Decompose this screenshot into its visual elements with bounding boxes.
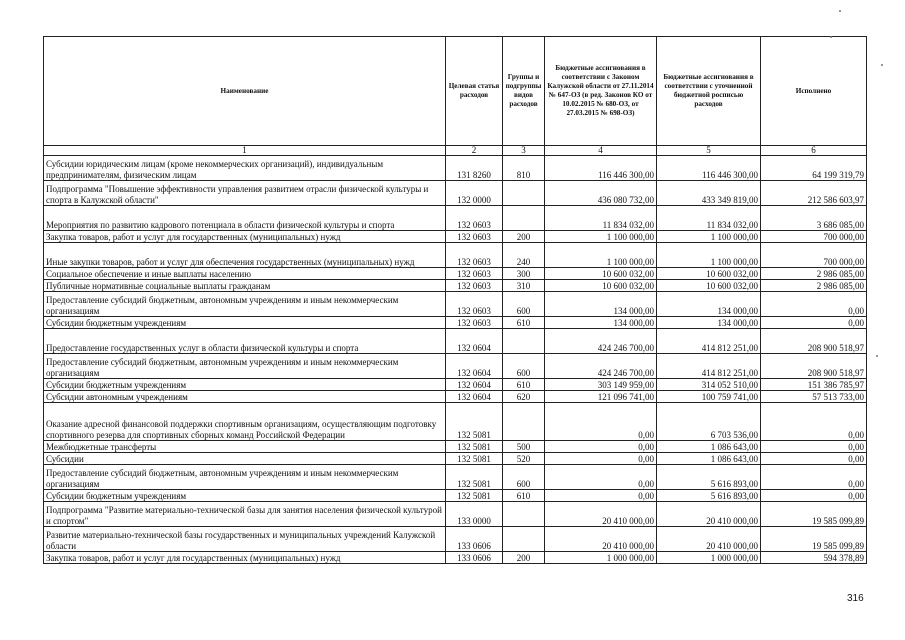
row-law-amount: 134 000,00 <box>545 292 657 317</box>
row-law-amount: 20 410 000,00 <box>545 502 657 527</box>
row-law-amount: 0,00 <box>545 453 657 465</box>
row-name: Предоставление государственных услуг в области физической культуры и спорта <box>44 329 446 354</box>
row-target-article: 132 0604 <box>446 379 503 391</box>
row-expense-group: 610 <box>503 490 545 502</box>
row-target-article: 132 0604 <box>446 391 503 403</box>
row-law-amount: 0,00 <box>545 403 657 441</box>
row-name: Субсидии юридическим лицам (кроме некоммерческих организаций), индивидуальным предпринимателям, физическим лицам <box>44 156 446 181</box>
row-executed-amount: 151 386 785,97 <box>761 379 867 391</box>
row-law-amount: 0,00 <box>545 490 657 502</box>
row-expense-group: 610 <box>503 317 545 329</box>
row-target-article: 132 0603 <box>446 268 503 280</box>
row-executed-amount: 19 585 099,89 <box>761 502 867 527</box>
row-law-amount: 121 096 741,00 <box>545 391 657 403</box>
row-expense-group: 610 <box>503 379 545 391</box>
header-expense-group: Группы и подгруппы видов расходов <box>503 37 545 146</box>
row-executed-amount: 208 900 518,97 <box>761 329 867 354</box>
row-refined-amount: 134 000,00 <box>657 317 761 329</box>
table-row <box>44 280 867 292</box>
row-refined-amount: 20 410 000,00 <box>657 502 761 527</box>
column-number: 4 <box>545 146 657 156</box>
row-law-amount: 1 100 000,00 <box>545 231 657 243</box>
row-executed-amount: 0,00 <box>761 465 867 490</box>
table-row <box>44 490 867 502</box>
table-row <box>44 317 867 329</box>
row-name: Субсидии автономным учреждениям <box>44 391 446 403</box>
table-row <box>44 465 867 490</box>
table-row <box>44 502 867 527</box>
row-target-article: 132 0604 <box>446 329 503 354</box>
table-row <box>44 354 867 379</box>
row-executed-amount: 0,00 <box>761 292 867 317</box>
row-expense-group: 520 <box>503 453 545 465</box>
row-law-amount: 20 410 000,00 <box>545 527 657 552</box>
table-row <box>44 292 867 317</box>
row-executed-amount: 208 900 518,97 <box>761 354 867 379</box>
row-refined-amount: 1 100 000,00 <box>657 243 761 268</box>
column-number: 3 <box>503 146 545 156</box>
row-expense-group <box>503 329 545 354</box>
row-refined-amount: 5 616 893,00 <box>657 465 761 490</box>
row-target-article: 132 0603 <box>446 206 503 231</box>
row-refined-amount: 1 000 000,00 <box>657 552 761 564</box>
row-law-amount: 10 600 032,00 <box>545 268 657 280</box>
table-row <box>44 379 867 391</box>
budget-table <box>43 36 867 564</box>
table-row <box>44 391 867 403</box>
column-number: 6 <box>761 146 867 156</box>
row-executed-amount: 700 000,00 <box>761 243 867 268</box>
row-target-article: 133 0606 <box>446 552 503 564</box>
row-refined-amount: 116 446 300,00 <box>657 156 761 181</box>
row-target-article: 133 0606 <box>446 527 503 552</box>
row-executed-amount: 2 986 085,00 <box>761 280 867 292</box>
row-executed-amount: 57 513 733,00 <box>761 391 867 403</box>
row-refined-amount: 414 812 251,00 <box>657 329 761 354</box>
row-law-amount: 0,00 <box>545 465 657 490</box>
row-executed-amount: 594 378,89 <box>761 552 867 564</box>
row-name: Субсидии <box>44 453 446 465</box>
table-row <box>44 206 867 231</box>
row-target-article: 132 5081 <box>446 403 503 441</box>
row-executed-amount: 0,00 <box>761 317 867 329</box>
row-expense-group <box>503 181 545 206</box>
row-refined-amount: 10 600 032,00 <box>657 280 761 292</box>
row-target-article: 133 0000 <box>446 502 503 527</box>
row-refined-amount: 1 086 643,00 <box>657 453 761 465</box>
row-name: Субсидии бюджетным учреждениям <box>44 317 446 329</box>
row-executed-amount: 0,00 <box>761 403 867 441</box>
row-target-article: 132 0604 <box>446 354 503 379</box>
row-expense-group: 310 <box>503 280 545 292</box>
row-expense-group: 240 <box>503 243 545 268</box>
row-expense-group: 620 <box>503 391 545 403</box>
table-row <box>44 181 867 206</box>
table-row <box>44 453 867 465</box>
row-expense-group: 810 <box>503 156 545 181</box>
table-row <box>44 441 867 453</box>
row-name: Иные закупки товаров, работ и услуг для обеспечения государственных (муниципальных) нужд <box>44 243 446 268</box>
row-expense-group <box>503 403 545 441</box>
row-target-article: 132 5081 <box>446 490 503 502</box>
row-name: Предоставление субсидий бюджетным, автономным учреждениям и иным некоммерческим организациям <box>44 354 446 379</box>
row-name: Субсидии бюджетным учреждениям <box>44 379 446 391</box>
header-name: Наименование <box>44 37 446 146</box>
row-refined-amount: 20 410 000,00 <box>657 527 761 552</box>
scan-speck <box>839 10 841 12</box>
row-target-article: 132 5081 <box>446 465 503 490</box>
row-name: Межбюджетные трансферты <box>44 441 446 453</box>
row-law-amount: 303 149 959,00 <box>545 379 657 391</box>
row-refined-amount: 6 703 536,00 <box>657 403 761 441</box>
row-target-article: 132 5081 <box>446 441 503 453</box>
row-expense-group: 600 <box>503 354 545 379</box>
row-expense-group <box>503 502 545 527</box>
row-target-article: 132 0603 <box>446 280 503 292</box>
row-expense-group: 200 <box>503 231 545 243</box>
row-executed-amount: 3 686 085,00 <box>761 206 867 231</box>
row-refined-amount: 11 834 032,00 <box>657 206 761 231</box>
row-executed-amount: 0,00 <box>761 453 867 465</box>
row-refined-amount: 433 349 819,00 <box>657 181 761 206</box>
table-row <box>44 552 867 564</box>
row-executed-amount: 0,00 <box>761 490 867 502</box>
row-target-article: 132 0603 <box>446 243 503 268</box>
row-refined-amount: 100 759 741,00 <box>657 391 761 403</box>
row-name: Оказание адресной финансовой поддержки спортивным организациям, осуществляющим подготовку спортивного резерва для спортивных сборных команд Российской Федерации <box>44 403 446 441</box>
row-refined-amount: 5 616 893,00 <box>657 490 761 502</box>
row-law-amount: 116 446 300,00 <box>545 156 657 181</box>
row-law-amount: 11 834 032,00 <box>545 206 657 231</box>
row-law-amount: 436 080 732,00 <box>545 181 657 206</box>
column-number: 5 <box>657 146 761 156</box>
table-row <box>44 527 867 552</box>
table-row <box>44 329 867 354</box>
row-refined-amount: 1 086 643,00 <box>657 441 761 453</box>
row-expense-group: 600 <box>503 465 545 490</box>
row-name: Социальное обеспечение и иные выплаты населению <box>44 268 446 280</box>
row-expense-group <box>503 206 545 231</box>
row-law-amount: 424 246 700,00 <box>545 329 657 354</box>
row-target-article: 132 5081 <box>446 453 503 465</box>
row-expense-group <box>503 527 545 552</box>
row-law-amount: 1 100 000,00 <box>545 243 657 268</box>
page-number: 316 <box>847 593 864 604</box>
row-expense-group: 500 <box>503 441 545 453</box>
table-row <box>44 156 867 181</box>
row-refined-amount: 314 052 510,00 <box>657 379 761 391</box>
row-expense-group: 600 <box>503 292 545 317</box>
row-executed-amount: 19 585 099,89 <box>761 527 867 552</box>
table-row <box>44 231 867 243</box>
row-target-article: 131 8260 <box>446 156 503 181</box>
row-target-article: 132 0000 <box>446 181 503 206</box>
row-name: Закупка товаров, работ и услуг для государственных (муниципальных) нужд <box>44 552 446 564</box>
row-refined-amount: 414 812 251,00 <box>657 354 761 379</box>
row-name: Закупка товаров, работ и услуг для государственных (муниципальных) нужд <box>44 231 446 243</box>
row-law-amount: 10 600 032,00 <box>545 280 657 292</box>
scan-speck <box>876 355 878 357</box>
row-target-article: 132 0603 <box>446 292 503 317</box>
scan-speck <box>881 64 883 66</box>
row-name: Предоставление субсидий бюджетным, автономным учреждениям и иным некоммерческим организациям <box>44 292 446 317</box>
row-name: Публичные нормативные социальные выплаты гражданам <box>44 280 446 292</box>
table-body <box>44 156 867 564</box>
row-name: Развитие материально-технической базы государственных и муниципальных учреждений Калужской области <box>44 527 446 552</box>
row-expense-group: 300 <box>503 268 545 280</box>
row-name: Подпрограмма "Повышение эффективности управления развитием отрасли физической культуры и спорта в Калужской области" <box>44 181 446 206</box>
header-target-article: Целевая статья расходов <box>446 37 503 146</box>
row-expense-group: 200 <box>503 552 545 564</box>
row-refined-amount: 134 000,00 <box>657 292 761 317</box>
column-number: 1 <box>44 146 446 156</box>
row-executed-amount: 0,00 <box>761 441 867 453</box>
row-target-article: 132 0603 <box>446 231 503 243</box>
table-row <box>44 403 867 441</box>
row-executed-amount: 212 586 603,97 <box>761 181 867 206</box>
table-row <box>44 243 867 268</box>
row-name: Субсидии бюджетным учреждениям <box>44 490 446 502</box>
column-number: 2 <box>446 146 503 156</box>
row-target-article: 132 0603 <box>446 317 503 329</box>
row-refined-amount: 1 100 000,00 <box>657 231 761 243</box>
row-name: Предоставление субсидий бюджетным, автономным учреждениям и иным некоммерческим организациям <box>44 465 446 490</box>
row-law-amount: 134 000,00 <box>545 317 657 329</box>
header-law-allocations: Бюджетные ассигнования в соответствии с Законом Калужской области от 27.11.2014 № 647-ОЗ (в ред. Законов КО от 10.02.2015 № 680-ОЗ, от 27.03.2015 № 698-ОЗ) <box>545 37 657 146</box>
row-law-amount: 0,00 <box>545 441 657 453</box>
header-refined-allocations: Бюджетные ассигнования в соответствии с уточненной бюджетной росписью расходов <box>657 37 761 146</box>
scan-speck <box>830 36 832 38</box>
header-executed: Исполнено <box>761 37 867 146</box>
row-law-amount: 1 000 000,00 <box>545 552 657 564</box>
row-name: Мероприятия по развитию кадрового потенциала в области физической культуры и спорта <box>44 206 446 231</box>
row-refined-amount: 10 600 032,00 <box>657 268 761 280</box>
row-name: Подпрограмма "Развитие материально-технической базы для занятия населения физической культурой и спортом" <box>44 502 446 527</box>
row-executed-amount: 64 199 319,79 <box>761 156 867 181</box>
row-executed-amount: 700 000,00 <box>761 231 867 243</box>
row-executed-amount: 2 986 085,00 <box>761 268 867 280</box>
row-law-amount: 424 246 700,00 <box>545 354 657 379</box>
table-row <box>44 268 867 280</box>
